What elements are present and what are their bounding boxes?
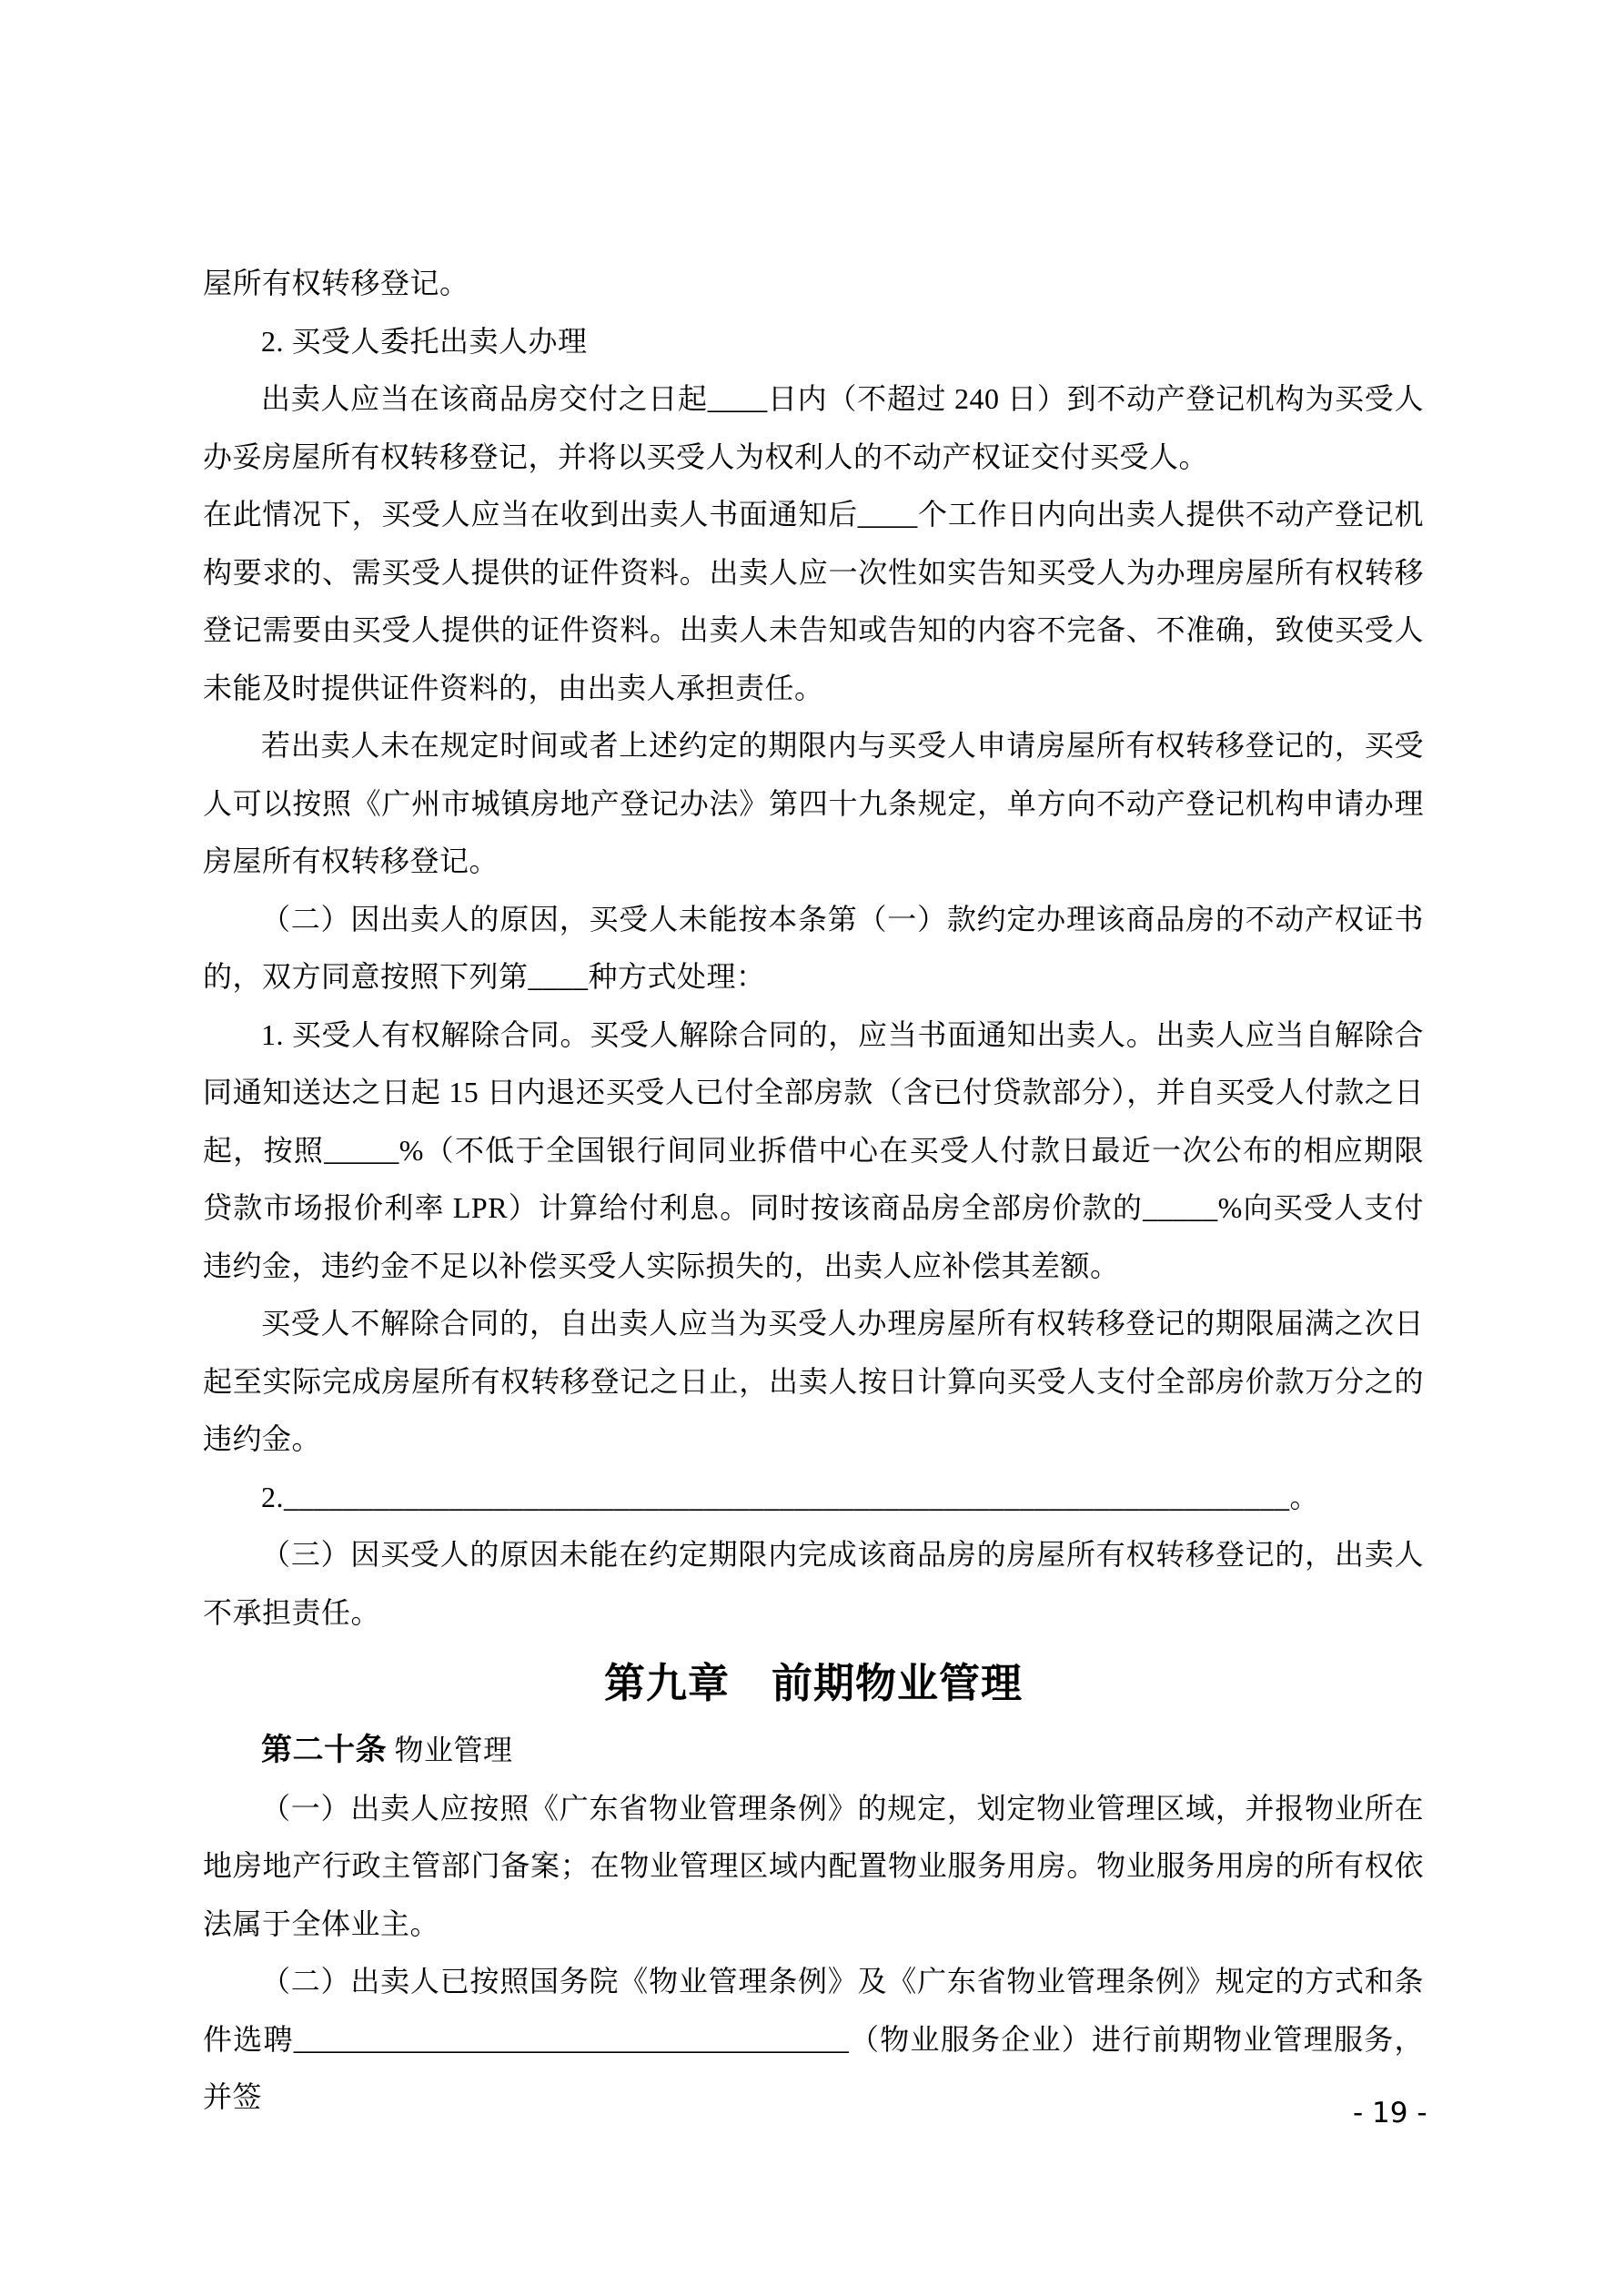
paragraph: 2. 买受人委托出卖人办理 <box>261 324 588 358</box>
paragraph: 在此情况下，买受人应当在收到出卖人书面通知后____个工作日内向出卖人提供不动产登记机构要求的、需买受人提供的证件资料。出卖人应一次性如实告知买受人为办理房屋所有权转移登记需要由买受人提供的证件资料。出卖人未告知或告知的内容不完备、不准确，致使买受人未能及时提供证件资料的，由出卖人承担责任。 <box>203 498 1424 704</box>
paragraph: 买受人不解除合同的，自出卖人应当为买受人办理房屋所有权转移登记的期限届满之次日起至实际完成房屋所有权转移登记之日止，出卖人按日计算向买受人支付全部房价款万分之的违约金。 <box>203 1307 1424 1455</box>
paragraph: （一）出卖人应按照《广东省物业管理条例》的规定，划定物业管理区域，并报物业所在地房地产行政主管部门备案；在物业管理区域内配置物业服务用房。物业服务用房的所有权依法属于全体业主。 <box>203 1791 1424 1940</box>
paragraph: 1. 买受人有权解除合同。买受人解除合同的，应当书面通知出卖人。出卖人应当自解除合同通知送达之日起 15 日内退还买受人已付全部房款（含已付贷款部分），并自买受人付款之日起，按照_____%（不低于全国银行间同业拆借中心在买受人付款日最近一次公布的相应期限贷款市场报价利率 LPR）计算给付利息。同时按该商品房全部房价款的_____%向买受人支付违约金，违约金不足以补偿买受人实际损失的，出卖人应补偿其差额。 <box>203 1017 1424 1282</box>
paragraph: （三）因买受人的原因未能在约定期限内完成该商品房的房屋所有权转移登记的，出卖人不承担责任。 <box>203 1538 1424 1629</box>
clause-label: 第二十条 <box>261 1733 387 1767</box>
chapter-heading: 第九章 前期物业管理 <box>603 1660 1023 1706</box>
page-number: - 19 - <box>1353 2097 1427 2129</box>
paragraph: （二）因出卖人的原因，买受人未能按本条第（一）款约定办理该商品房的不动产权证书的，双方同意按照下列第____种方式处理： <box>203 902 1424 993</box>
paragraph: 2.___________________________________________________________________。 <box>261 1480 1319 1513</box>
paragraph: 出卖人应当在该商品房交付之日起____日内（不超过 240 日）到不动产登记机构为买受人办妥房屋所有权转移登记，并将以买受人为权利人的不动产权证交付买受人。 <box>203 382 1424 473</box>
paragraph: （二）出卖人已按照国务院《物业管理条例》及《广东省物业管理条例》规定的方式和条件选聘_____________________________________（物业服务企业）进行前期物业管理服务，并签 <box>203 1965 1424 2113</box>
clause-line <box>203 1722 1424 1780</box>
document-body <box>203 255 1424 2127</box>
paragraph: 屋所有权转移登记。 <box>203 267 469 299</box>
paragraph: 若出卖人未在规定时间或者上述约定的期限内与买受人申请房屋所有权转移登记的，买受人可以按照《广州市城镇房地产登记办法》第四十九条规定，单方向不动产登记机构申请办理房屋所有权转移登记。 <box>203 729 1424 877</box>
clause-title: 物业管理 <box>387 1734 513 1766</box>
